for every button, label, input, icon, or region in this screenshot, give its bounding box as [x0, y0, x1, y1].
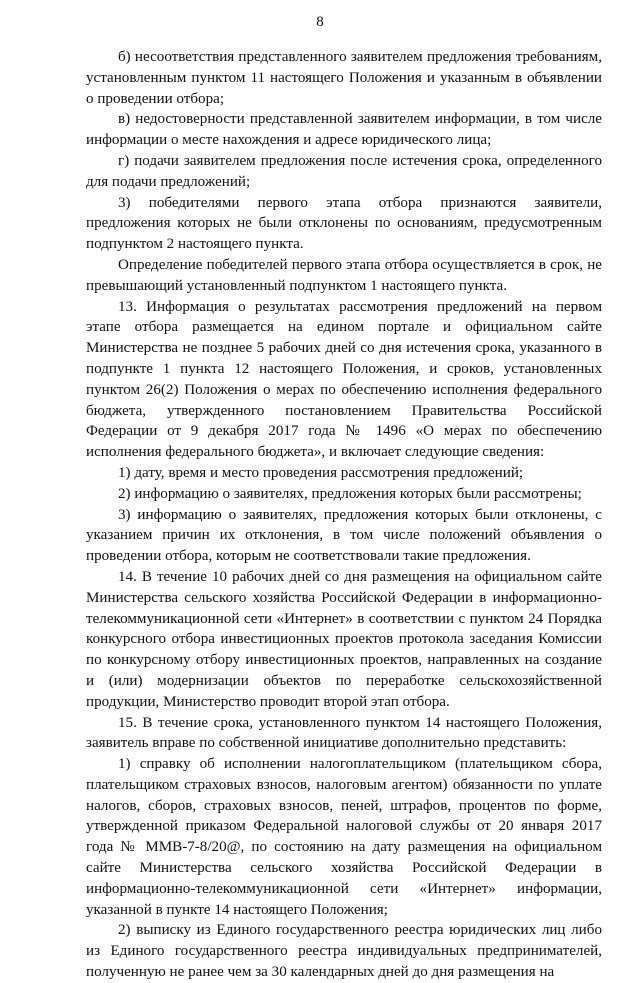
paragraph-1b: б) несоответствия представленного заявителем предложения требованиям, установленным пунктом 11 настоящего Положения и указанным в объявлении о проведении отбора;	[86, 49, 602, 107]
paragraph-3-winners: 3) победителями первого этапа отбора признаются заявители, предложения которых не были отклонены по основаниям, предусмотренным подпунктом 2 настоящего пункта.	[86, 194, 602, 253]
paragraph-15-item-2: 2) выписку из Единого государственного реестра юридических лиц либо из Единого государственного реестра индивидуальных предпринимателей, полученную не ранее чем за 30 календарных дней до дня размещения на	[86, 922, 602, 981]
paragraph-1g: г) подачи заявителем предложения после истечения срока, определенного для подачи предложений;	[86, 152, 602, 190]
document-body	[86, 47, 602, 983]
paragraph-15: 15. В течение срока, установленного пунктом 14 настоящего Положения, заявитель вправе по собственной инициативе дополнительно представить:	[86, 714, 602, 752]
paragraph-13-item-2: 2) информацию о заявителях, предложения которых были рассмотрены;	[118, 485, 582, 502]
paragraph-winners-deadline: Определение победителей первого этапа отбора осуществляется в срок, не превышающий установленный подпунктом 1 настоящего пункта.	[86, 256, 602, 294]
page-number: 8	[316, 14, 324, 30]
paragraph-13: 13. Информация о результатах рассмотрения предложений на первом этапе отбора размещается на едином портале и официальном сайте Министерства не позднее 5 рабочих дней со дня истечения срока, указанного в подпункте 1 пункта 12 настоящего Положения, и сроков, установленных пунктом 26(2) Положения о мерах по обеспечению исполнения федерального бюджета, утвержденного постановлением Правительства Российской Федерации от 9 декабря 2017 года № 1496 «О мерах по обеспечению исполнения федерального бюджета», и включает следующие сведения:	[86, 298, 602, 461]
paragraph-15-item-1: 1) справку об исполнении налогоплательщиком (плательщиком сбора, плательщиком страховых взносов, налоговым агентом) обязанности по уплате налогов, сборов, страховых взносов, пеней, штрафов, процентов по форме, утвержденной приказом Федеральной налоговой службы от 20 января 2017 года № ММВ-7-8/20@, по состоянию на дату размещения на официальном сайте Министерства сельского хозяйства Российской Федерации в информационно-телекоммуникационной сети «Интернет» информации, указанной в пункте 14 настоящего Положения;	[86, 756, 602, 918]
paragraph-1v: в) недостоверности представленной заявителем информации, в том числе информации о месте нахождения и адресе юридического лица;	[86, 111, 602, 149]
paragraph-13-item-1: 1) дату, время и место проведения рассмотрения предложений;	[118, 464, 524, 481]
paragraph-13-item-3: 3) информацию о заявителях, предложения которых были отклонены, с указанием причин их отклонения, в том числе положений объявления о проведении отбора, которым не соответствовали такие предложения.	[86, 506, 602, 565]
paragraph-14: 14. В течение 10 рабочих дней со дня размещения на официальном сайте Министерства сельского хозяйства Российской Федерации в информационно-телекоммуникационной сети «Интернет» в соответствии с пунктом 24 Порядка конкурсного отбора инвестиционных проектов протокола заседания Комиссии по конкурсному отбору инвестиционных проектов, направленных на создание и (или) модернизации объектов по переработке сельскохозяйственной продукции, Министерство проводит второй этап отбора.	[86, 568, 602, 710]
